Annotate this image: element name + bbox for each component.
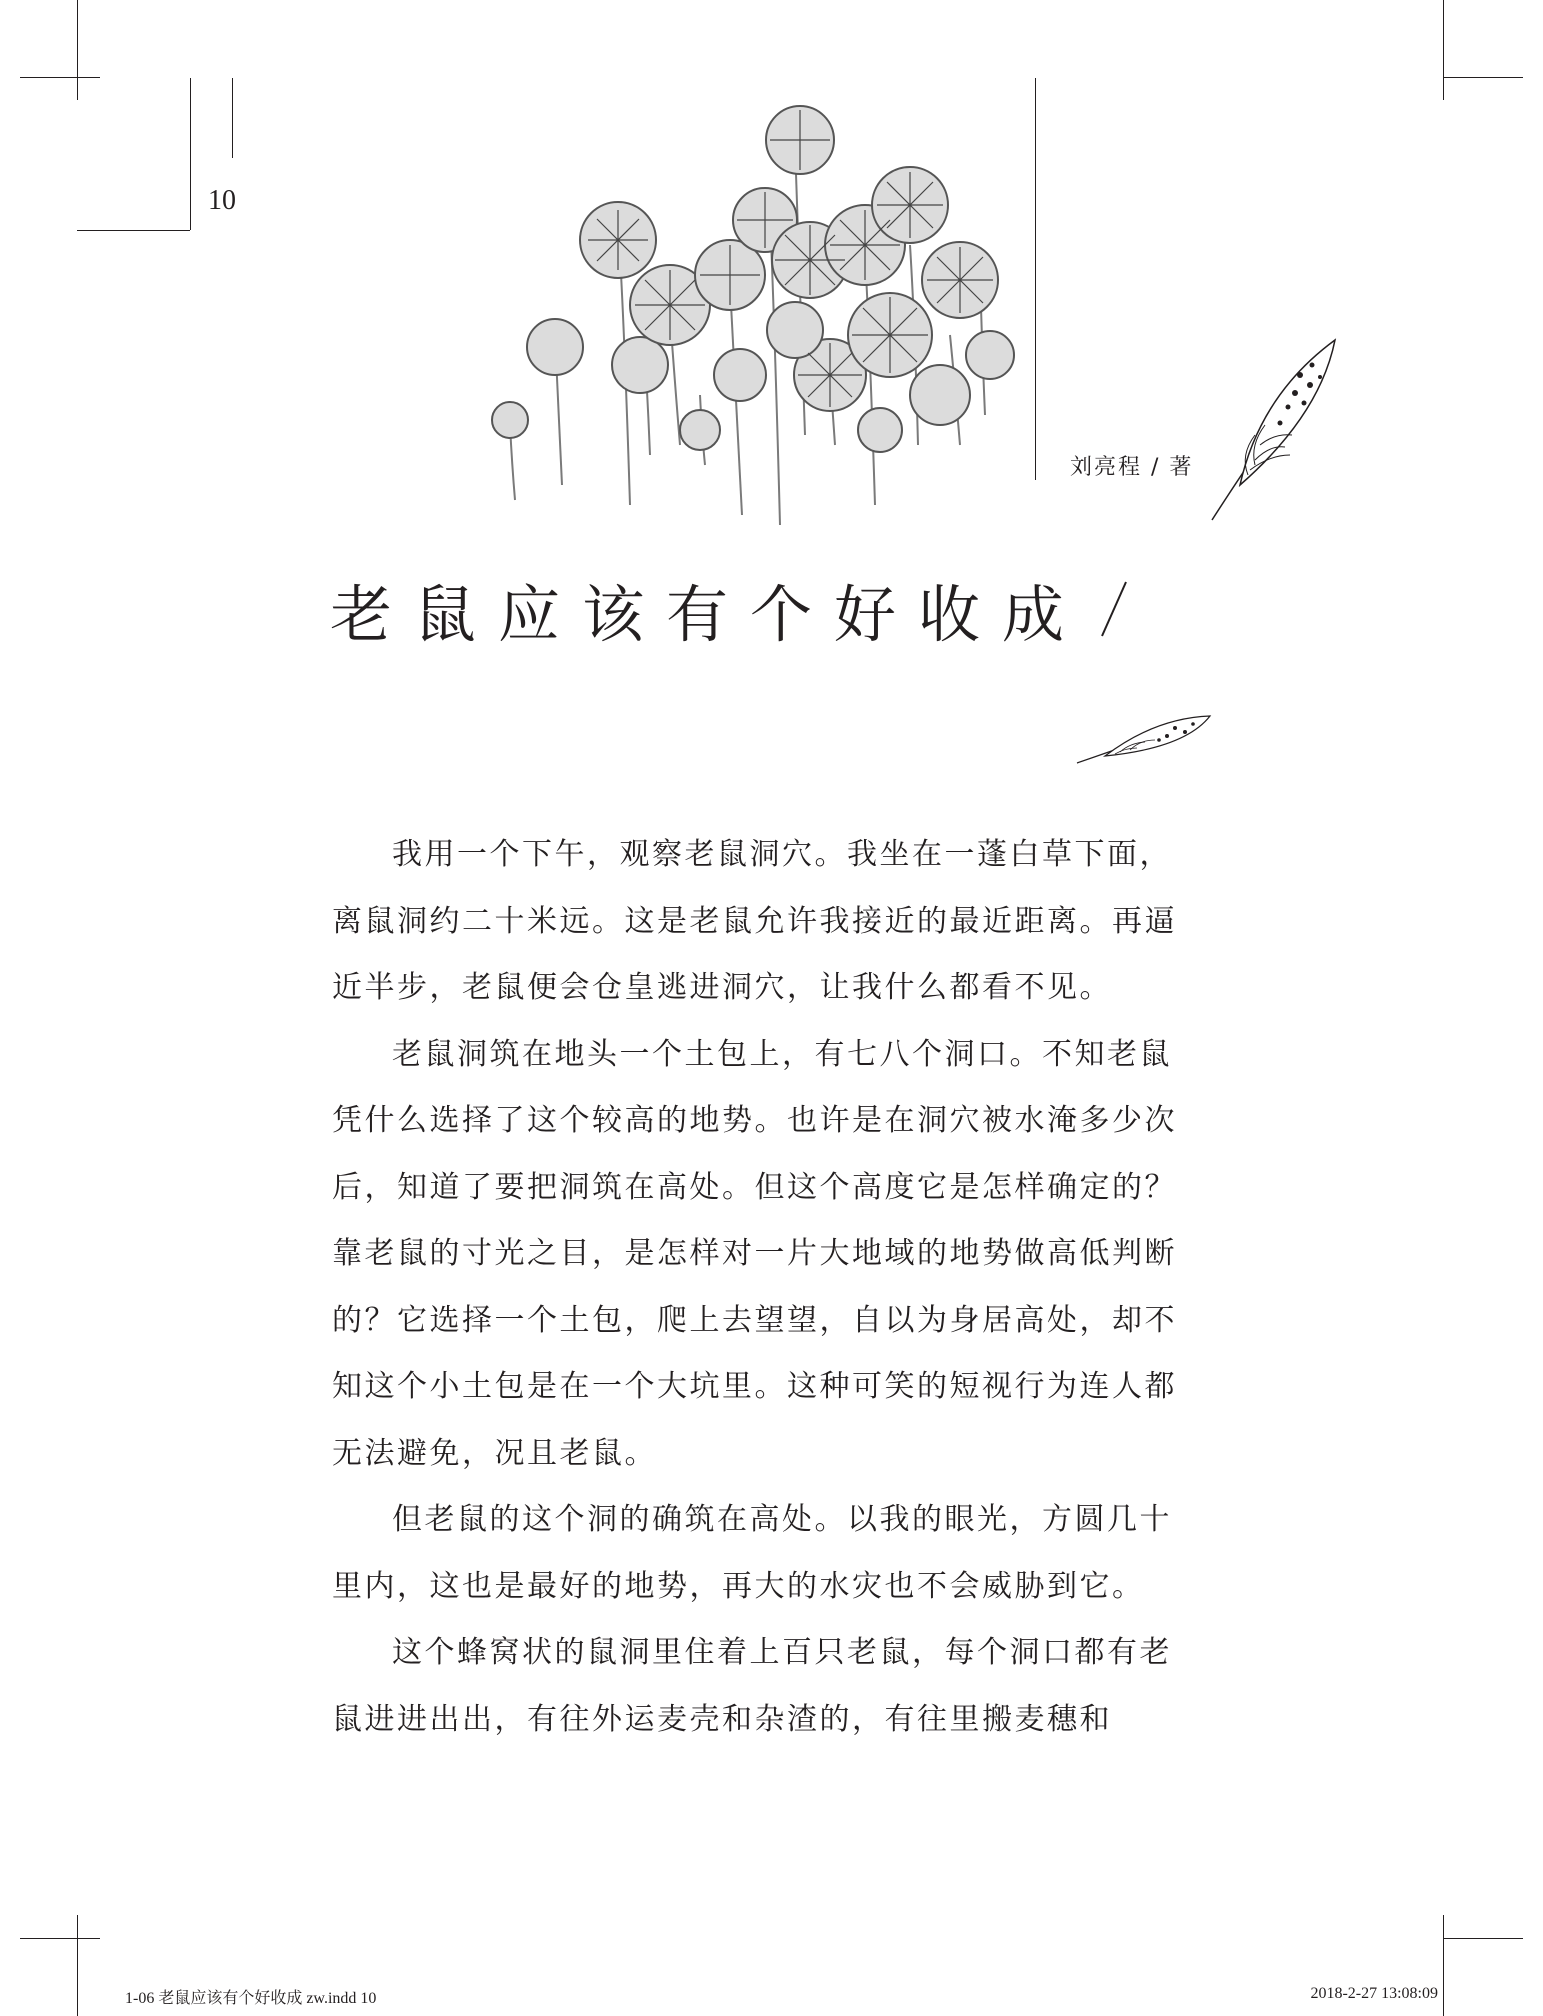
crop-mark-bottom-right-h [1443, 1938, 1523, 1939]
crop-mark-top-right-h [1443, 77, 1523, 78]
crop-mark-top-left-inner-h [77, 230, 190, 231]
page-number: 10 [208, 185, 236, 216]
crop-mark-top-right-v [1443, 0, 1444, 100]
paragraph: 但老鼠的这个洞的确筑在高处。以我的眼光，方圆几十里内，这也是最好的地势，再大的水灾也不会威胁到它。 [332, 1502, 1172, 1604]
author-credit: 刘亮程 / 著 [1070, 455, 1194, 480]
title-slash-mark [1098, 580, 1128, 640]
feather-icon [1200, 335, 1350, 525]
paragraph: 老鼠洞筑在地头一个土包上，有七八个洞口。不知老鼠凭什么选择了这个较高的地势。也许是在洞穴被水淹多少次后，知道了要把洞筑在高处。但这个高度它是怎样确定的？靠老鼠的寸光之目，是怎样对一片大地域的地势做高低判断的？它选择一个土包，爬上去望望，自以为身居高处，却不知这个小土包是在一个大坑里。这种可笑的短视行为连人都无法避免，况且老鼠。 [332, 1036, 1177, 1471]
footer-timestamp: 2018-2-27 13:08:09 [1310, 1985, 1438, 2002]
crop-mark-top-left-h [20, 77, 100, 78]
crop-mark-top-left-inner-v2 [232, 78, 233, 158]
crop-mark-top-left-inner-v [190, 78, 191, 230]
chapter-title: 老鼠应该有个好收成 [330, 578, 1087, 651]
footer-file-info: 1-06 老鼠应该有个好收成 zw.indd 10 [125, 1990, 377, 2007]
crop-mark-top-left-v [77, 0, 78, 100]
flower-illustration [470, 85, 1050, 535]
feather-ornament-icon [1075, 708, 1215, 768]
crop-mark-bottom-right-v [1443, 1915, 1444, 2016]
paragraph: 我用一个下午，观察老鼠洞穴。我坐在一蓬白草下面，离鼠洞约二十米远。这是老鼠允许我接近的最近距离。再逼近半步，老鼠便会仓皇逃进洞穴，让我什么都看不见。 [332, 837, 1177, 1005]
body-text [332, 822, 1192, 1753]
crop-mark-bottom-left-h [20, 1938, 100, 1939]
paragraph: 这个蜂窝状的鼠洞里住着上百只老鼠，每个洞口都有老鼠进进出出，有往外运麦壳和杂渣的，有往里搬麦穗和 [332, 1635, 1172, 1737]
crop-mark-bottom-left-v [77, 1915, 78, 2016]
